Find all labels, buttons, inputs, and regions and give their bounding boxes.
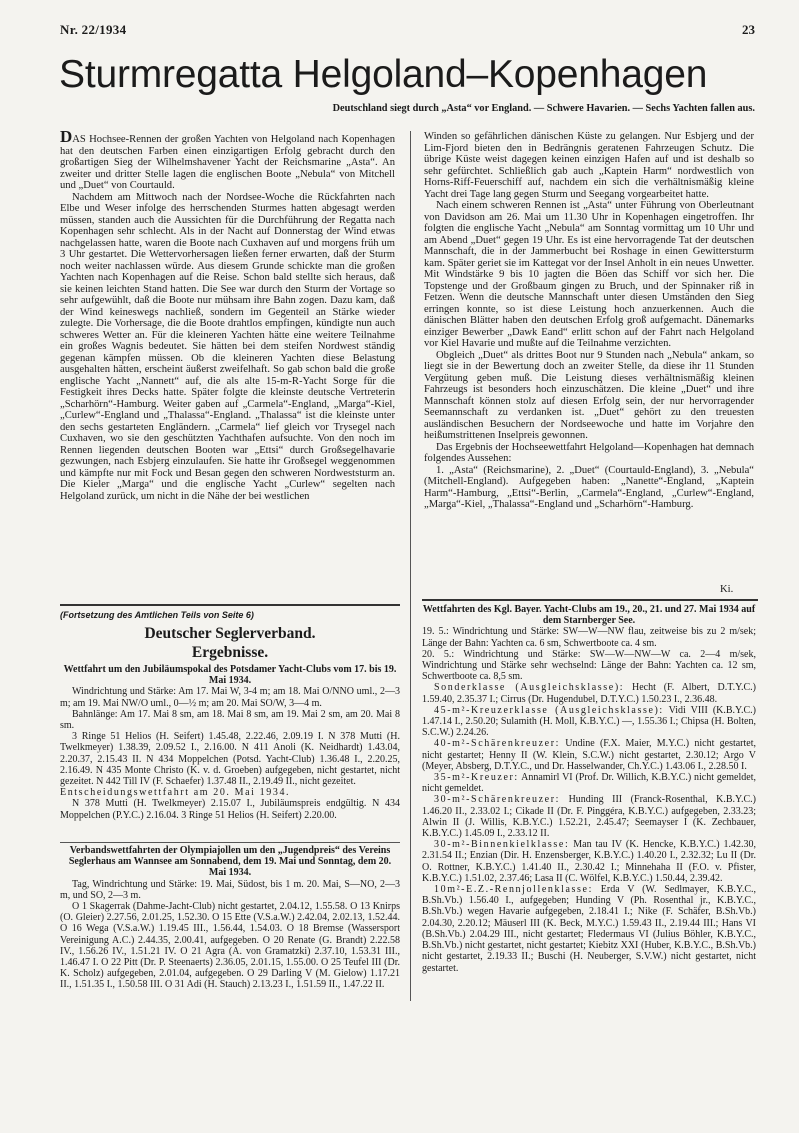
class-label: 45-m²-Kreuzerklasse (Ausgleichsklasse):: [434, 704, 664, 716]
article-headline: Sturmregatta Helgoland–Kopenhagen: [59, 53, 708, 96]
class-label: 30-m²-Binnenkielklasse:: [434, 839, 570, 851]
article-paragraph: Winden so gefährlichen dänischen Küste zu gelangen. Nur Esbjerg und der Lim-Fjord bieten den in Bedrängnis geratenen Fahrzeugen Schutz. Die übrige Küste weist dagegen keinen einzigen Hafen auf und ist deshalb so sehr gefürchtet. Schließlich gab auch „Kaptein Harm“ nordwestlich von Horns-Riff-Feuerschiff auf, nachdem ein sich die verhältnismäßig kleine Yacht drei Tage lang gegen Sturm und Seegang vorgearbeitet hatte.: [424, 131, 754, 200]
issue-number: Nr. 22/1934: [60, 22, 127, 37]
article-paragraph: DAS Hochsee-Rennen der großen Yachten von Helgoland nach Kopenhagen hat den deutschen Farben einen einzigartigen Erfolg gebracht durch den großartigen Sieg der Wilhelmshavener Yacht der Reichsmarine „Asta“. An zweiter und dritter Stelle lagen die englischen Boote „Nebula“ von Mitchell und „Duet“ von Courtauld.: [60, 131, 395, 192]
course-length: Bahnlänge: Am 17. Mai 8 sm, am 18. Mai 8 sm, am 19. Mai 2 sm, am 20. Mai 8 sm.: [60, 708, 400, 732]
wind-report: Windrichtung und Stärke: Am 17. Mai W, 3-4 m; am 18. Mai O/NNO uml., 2—3 m; am 19. Mai NW/O uml., 0—½ m; am 20. Mai SO/W, 3—4 m.: [60, 686, 400, 709]
class-results: Sonderklasse (Ausgleichsklasse): Hecht (F. Albert, D.T.Y.C.) 1.59.40, 2.35.37 I.; Cirrus (Dr. Hugendubel, D.T.Y.C.) 1.50.23 I., 2.36.48.: [422, 682, 756, 705]
class-label: 35-m²-Kreuzer:: [434, 772, 519, 784]
article-paragraph: Nachdem am Mittwoch nach der Nordsee-Woche die Rückfahrten nach Elbe und Weser infolge des herrschenden Sturmes hatten abgesagt werden müssen, standen auch die Aussichten für die Durchführung der Regatta nach Kopenhagen sehr schlecht. Als in der Nacht auf Donnerstag der Wind etwas nachgelassen hatte, waren die Boote nach Cuxhaven auf und morgens früh um 3 Uhr gestartet. Die Wettervorhersagen ließen ferner erwarten, daß der Sturm noch weiter nachlassen würde. Aus diesem Grunde schickte man die großen Yachten nach Kopenhagen auf die Reise. Schon bald stellte sich heraus, daß sie keinen leichten Stand hatten. Die See war durch den Sturm der Vortage so sehr aufgewühlt, daß die Boote nur mühsam ihre Bahn zogen. Dazu kam, daß der Wind keineswegs nachließ, sondern im Gegenteil an Stärke wieder zulegte. Die Vorhersage, die die Boote drahtlos empfingen, kündigte nun auch schweres Wetter an. Für die kleineren Yachten hätte eine weitere Teilnahme ein großes Wagnis bedeutet. Sie hätten bei dem steifen Nordwest ständig gegenan kämpfen müssen. Ob die kleineren Yachten diese Belastung ausgehalten hätten, erscheint äußerst zweifelhaft. So gab schon bald die große englische Yacht „Nannett“ auf, die als alte 15-m-R-Yacht Sorge für die Festigkeit ihres Decks hatte. Später folgte die kleinste deutsche Vertreterin „Scharhörn“-Hamburg. Weiter gaben auf „Carmela“-England, „Marga“-Kiel, „Curlew“-England und „Thalassa“-England. „Thalassa“ ist die kleinste unter den sechs gestarteten Engländern. „Carmela“ lief gleich vor Trysegel nach Cuxhaven, wo sie den geschützten Yachthafen aufsuchte. Von den noch im Rennen liegenden deutschen Booten war „Ettsi“ durch Großsegelhavarie gezwungen, nach Esbjerg einzulaufen. Sie hatte ihr Großsegel weggenommen und kämpfte nur mit Fock und Besan gegen den schweren Nordweststurm an. Die Kieler „Marga“ und die englische Yacht „Curlew“ segelten nach Helgoland zurück, um nicht in die Nähe der bei westlichen: [60, 191, 395, 502]
class-label: 30-m²-Schärenkreuzer:: [434, 794, 560, 806]
bavarian-yacht-club-section: [422, 604, 756, 1004]
page-number: 23: [742, 22, 755, 37]
wind-report: 19. 5.: Windrichtung und Stärke: SW—W—NW flau, zeitweise bis zu 2 m/sek; Länge der Bahn: Yachten ca. 6 sm, Schwertboote ca. 4 sm.: [422, 626, 756, 649]
class-results: 35-m²-Kreuzer: Annamirl VI (Prof. Dr. Willich, K.B.Y.C.) nicht gemeldet, nicht gemeldet.: [422, 772, 756, 795]
wind-report: 20. 5.: Windrichtung und Stärke: SW—W—NW—W ca. 2—4 m/sek, Windrichtung und Stärke sehr wechselnd: Länge der Bahn: Yachten ca. 12 sm, Schwertboote ca. 8,5 sm.: [422, 648, 756, 683]
olympic-dinghy-section: [60, 845, 400, 1005]
class-results: 10m²-E.Z.-Rennjollenklasse: Erda V (W. Sedlmayer, K.B.Y.C., B.Sh.Vb.) 1.56.40 I., aufgegeben; Hunding V (Ph. Rosenthal jr., K.B.Y.C., B.Sh.Vb.) wegen Havarie aufgegeben, 2.18.41 I.; Nike (F. Schäfer, B.Sh.Vb.) 2.04.30, 2.20.12; Mäuserl III (K. Beck, M.Y.C.) 1.59.43 II., 2.19.44 III.; Hans VI (B.Sh.Vb.) 2.04.29 III., nicht gestartet; Fledermaus VI (Julius Böhler, K.B.Y.C., B.Sh.Vb.) nicht gestartet, nicht gestartet; Kiebitz XXI (Huber, K.B.Y.C., B.Sh.Vb.) nicht gestartet, 2.19.33 II.; Buschi (H. Neuberger, S.V.W.) nicht gestartet, nicht gestartet.: [422, 884, 756, 974]
class-results: 30-m²-Schärenkreuzer: Hunding III (Franck-Rosenthal, K.B.Y.C.) 1.46.20 II., 2.33.02 I.; Cikade II (Dr. F. Pinggéra, K.B.Y.C.) aufgegeben, 2.33.23; Alwin II (J. Willis, K.B.Y.C.) 1.52.21, 2.45.47; Seemayser I (K. Zechbauer, K.B.Y.C.) 1.45.09 I., 2.33.12 II.: [422, 794, 756, 840]
class-label: 10m²-E.Z.-Rennjollenklasse:: [434, 884, 593, 896]
continuation-note: (Fortsetzung des Amtlichen Teils von Seite 6): [60, 610, 254, 620]
class-results: 40-m²-Schärenkreuzer: Undine (F.X. Maier, M.Y.C.) nicht gestartet, nicht gestartet; Henny II (W. Klein, S.C.W.) nicht gestartet, 2.30.12; Argo V (Meyer, Absberg, D.T.Y.C., und Dr. Hasselwander, Ch.Y.C.) 1.43.06 I., 2.28.50 I.: [422, 738, 756, 772]
race-results: 3 Ringe 51 Helios (H. Seifert) 1.45.48, 2.22.46, 2.09.19 I. N 378 Mutti (H. Twelkmeyer) 1.38.39, 2.09.52 I., 2.16.00. N 411 Anoli (K. Neidhardt) 1.43.04, 2.20.37, 2.15.43 II. N 434 Moppelchen (Potsd. Yacht-Club) 1.36.48 I., 2.20.25, 2.16.49. N 435 Monte Christo (K. v. d. Groeben) aufgegeben, nicht gestartet, nicht gezeitet. N 442 Till IV (F. Schaefer) 1.37.48 II., 2.19.49 II., nicht gezeitet.: [60, 731, 400, 788]
section-heading: Verbandswettfahrten der Olympiajollen um den „Jugendpreis“ des Vereins Seglerhaus am Wannsee am Sonnabend, dem 19. Mai und Sonntag, dem 20. Mai 1934.: [68, 845, 392, 879]
article-paragraph: Obgleich „Duet“ als drittes Boot nur 9 Stunden nach „Nebula“ ankam, so liegt sie in der Bewertung doch an zweiter Stelle, da diese ihr 11 Stunden Vergütung geben muß. Die Leistung dieses verhältnismäßig kleinen Fahrzeugs ist besonders hoch einzuschätzen. Die kleine „Duet“ und ihre Mannschaft können stolz auf diesen Erfolg sein, der nur hervorragender Seemannschaft zu verdanken ist. „Duet“ gehört zu den treuesten ausländischen Besuchern der Nordseewoche und hatte im Vorjahre den heißumstrittenen Inselpreis gewonnen.: [424, 349, 754, 441]
section-rule: [60, 604, 400, 606]
article-paragraph: Das Ergebnis der Hochseewettfahrt Helgoland—Kopenhagen hat demnach folgendes Aussehen:: [424, 441, 754, 464]
drop-cap: D: [60, 131, 73, 146]
results-title: Ergebnisse.: [191, 644, 269, 661]
class-label: Sonderklasse (Ausgleichsklasse):: [434, 682, 625, 694]
jubilee-race-section: [60, 664, 400, 840]
class-results: 30-m²-Binnenkielklasse: Man tau IV (K. Hencke, K.B.Y.C.) 1.42.30, 2.31.54 II.; Enzian (Dir. H. Enzensberger, K.B.Y.C.) 1.40.20 I., 2.32.32; Lu II (Dr. O. Rottner, K.B.Y.C.) 1.41.40 II., 2.30.42 I.; Minnehaha II (F.O. v. Pfister, K.B.Y.C.) 1.51.02, 2.37.46; Lasa II (C. Wölfel, K.B.Y.C.) 1.50.44, 2.39.42.: [422, 839, 756, 884]
section-heading: Wettfahrt um den Jubiläumspokal des Potsdamer Yacht-Clubs vom 17. bis 19. Mai 1934.: [63, 664, 397, 687]
wind-report: Tag, Windrichtung und Stärke: 19. Mai, Südost, bis 1 m. 20. Mai, S—NO, 2—3 m, und SO, 2—3 m.: [60, 878, 400, 901]
race-results: O 1 Skagerrak (Dahme-Jacht-Club) nicht gestartet, 2.04.12, 1.55.58. O 13 Knirps (O. Gleier) 2.27.56, 2.01.25, 1.52.30. O 15 Ette (V.S.a.W.) 2.42.04, 2.02.13, 1.52.44. O 16 Wega (V.S.a.W.) 1.19.45 III., 1.56.44, 1.54.03. O 18 Bremse (Wassersport Vereinigung A.C.) 2.44.35, 2.00.41, aufgegeben. O 20 Renate (G. Brandt) 2.22.58 IV., 1.56.26 IV., 1.51.21 IV. O 21 Agra (A. von Gramatzki) 2.37.10, 1.53.31 III., 1.46.47 I. O 22 Pitt (Dr. P. Steenaerts) 2.36.05, 2.01.15, 1.55.00. O 25 Teufel III (Dr. K. Scholz) aufgegeben, 2.01.04, aufgegeben. O 29 Darling V (M. Gielow) 1.17.21 II., 1.51.35 I., 1.50.58 III. O 31 Adi (H. Stauch) 2.13.23 I., 1.51.59 II., 1.47.22 II.: [60, 901, 400, 991]
article-paragraph: Nach einem schweren Rennen ist „Asta“ unter Führung von Oberleutnant von Davidson am 26. Mai um 11.30 Uhr in Kopenhagen eingetroffen. Ihr folgten die englische Yacht „Nebula“ am Sonntag vormittag um 10 Uhr und am Abend „Duet“ gegen 19 Uhr. Es ist eine hervorragende Tat der deutschen Mannschaft, die in der Jammerbucht bei Roshage in einen Gewittersturm kam. Später geriet sie im Kattegat vor der Insel Anholt in ein neues Unwetter. Mit Windstärke 9 bis 10 jagten die Böen das Schiff vor sich her. Die Topstenge und der Großbaum gingen zu Bruch, und der Spinnaker riß in Fetzen. Wenn die deutsche Mannschaft unter diesen Umständen den Sieg erringen konnte, so ist diese Leistung hoch anzuerkennen. Auch die dänischen Blätter haben den deutschen Erfolg groß aufgemacht. Dänemarks einziger Bewerber „Dawk Eand“ erlitt schon auf der Fahrt nach Helgoland vor Kiel Havarie und mußte auf die Teilnahme verzichten.: [424, 200, 754, 349]
race-results: N 378 Mutti (H. Twelkmeyer) 2.15.07 I., Jubiläumspreis endgültig. N 434 Moppelchen (P.Y.C.) 2.16.04. 3 Ringe 51 Helios (H. Seifert) 2.20.00.: [60, 798, 400, 821]
author-signoff: Ki.: [720, 584, 734, 595]
article-column-right: [424, 131, 754, 598]
class-label: 40-m²-Schärenkreuzer:: [434, 738, 560, 750]
section-rule: [60, 842, 400, 843]
association-title: Deutscher Seglerverband.: [144, 625, 316, 642]
section-rule: [422, 599, 758, 601]
article-column-left: [60, 131, 395, 602]
column-divider: [410, 131, 411, 1001]
results-summary: 1. „Asta“ (Reichsmarine), 2. „Duet“ (Courtauld-England), 3. „Nebula“ (Mitchell-England). Aufgegeben haben: „Nanette“-England, „Kaptein Harm“-Hamburg, „Ettsi“-Berlin, „Carmela“-England, „Curlew“-England, „Marga“-Kiel, „Thalassa“-England und „Scharhörn“-Hamburg.: [424, 464, 754, 510]
decision-race-heading: Entscheidungswettfahrt am 20. Mai 1934.: [60, 787, 291, 799]
article-subheadline: Deutschland siegt durch „Asta“ vor England. — Schwere Havarien. — Sechs Yachten fallen aus.: [332, 103, 755, 114]
class-results: 45-m²-Kreuzerklasse (Ausgleichsklasse): Vidi VIII (K.B.Y.C.) 1.47.14 I., 2.50.20; Sulamith (H. Moll, K.B.Y.C.) —, 1.55.36 I.; Chipsa (H. Bolten, S.C.W.) 2.24.26.: [422, 704, 756, 739]
section-heading: Wettfahrten des Kgl. Bayer. Yacht-Clubs am 19., 20., 21. und 27. Mai 1934 auf dem Starnberger See.: [422, 604, 756, 627]
